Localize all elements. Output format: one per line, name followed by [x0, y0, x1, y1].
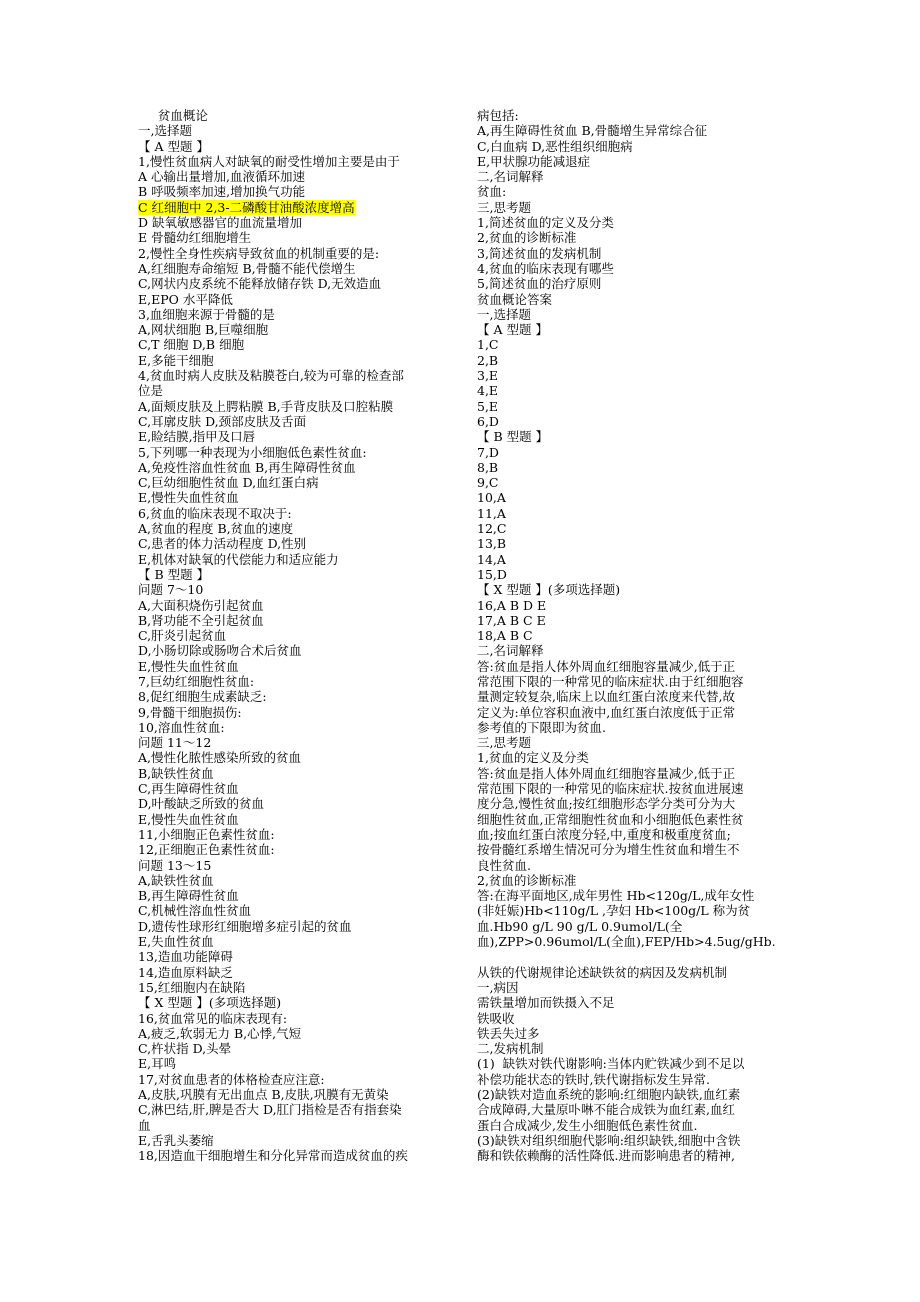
right-text-line: 4,贫血的临床表现有哪些 — [477, 260, 614, 276]
right-text-line: 6,D — [477, 413, 499, 429]
left-text-line: E,多能干细胞 — [138, 352, 214, 368]
left-text-line: 【 X 型题 】(多项选择题) — [138, 995, 282, 1011]
right-text-line: 5,简述贫血的治疗原则 — [477, 276, 602, 292]
right-text-line: 酶和铁依赖酶的活性降低.进而影响患者的精神, — [477, 1148, 735, 1164]
left-text-line: 一,选择题 — [138, 123, 192, 139]
right-text-line: 2,贫血的诊断标准 — [477, 872, 577, 888]
left-text-line: 11,小细胞正色素性贫血: — [138, 826, 275, 842]
left-text-line: A,慢性化脓性感染所致的贫血 — [138, 750, 302, 766]
right-text-line: 答:贫血是指人体外周血红细胞容量减少,低于正 — [477, 658, 736, 674]
left-text-line: E,慢性失血性贫血 — [138, 658, 239, 674]
left-text-line: C,机械性溶血性贫血 — [138, 903, 252, 919]
right-text-line: 15,D — [477, 566, 507, 582]
left-text-line: E 骨髓幼红细胞增生 — [138, 230, 252, 246]
left-text-line: C,耳廓皮肤 D,颈部皮肤及舌面 — [138, 413, 307, 429]
left-text-line: 16,贫血常见的临床表现有: — [138, 1010, 288, 1026]
right-text-line: 常范围下限的一种常见的临床症状.由于红细胞容 — [477, 673, 744, 689]
right-text-line: 8,B — [477, 459, 499, 475]
right-text-line: 10,A — [477, 490, 506, 506]
right-text-line: 13,B — [477, 536, 507, 552]
right-text-line: 答:在海平面地区,成年男性 Hb<120g/L,成年女性 — [477, 888, 755, 904]
left-text-line: C,T 细胞 D,B 细胞 — [138, 337, 245, 353]
left-text-line: C,再生障碍性贫血 — [138, 781, 239, 797]
left-text-line: A,红细胞寿命缩短 B,骨髓不能代偿增生 — [138, 260, 356, 276]
right-text-line: C,白血病 D,恶性组织细胞病 — [477, 138, 633, 154]
left-text-line: 10,溶血性贫血: — [138, 719, 225, 735]
left-text-line: 问题 13～15 — [138, 857, 212, 873]
right-text-line: 二,名词解释 — [477, 169, 544, 185]
left-text-line: 2,慢性全身性疾病导致贫血的机制重要的是: — [138, 245, 380, 261]
left-text-line: A,缺铁性贫血 — [138, 872, 214, 888]
left-text-line: 8,促红细胞生成素缺乏: — [138, 689, 267, 705]
left-text-line: C,肝炎引起贫血 — [138, 628, 227, 644]
left-text-line: D,叶酸缺乏所致的贫血 — [138, 796, 265, 812]
right-text-line: 参考值的下限即为贫血. — [477, 719, 606, 735]
right-text-line: 量测定较复杂,临床上以血红蛋白浓度来代替,故 — [477, 689, 735, 705]
left-text-line: 1,慢性贫血病人对缺氧的耐受性增加主要是由于 — [138, 153, 400, 169]
left-text-line: A,免疫性溶血性贫血 B,再生障碍性贫血 — [138, 459, 356, 475]
left-text-line: E,睑结膜,指甲及口唇 — [138, 429, 256, 445]
left-text-line: A,面颊皮肤及上腭粘膜 B,手背皮肤及口腔粘膜 — [138, 398, 394, 414]
right-text-line: 14,A — [477, 551, 506, 567]
left-text-line: 问题 11～12 — [138, 735, 212, 751]
left-text-line: A,大面积烧伤引起贫血 — [138, 597, 264, 613]
left-text-line: 4,贫血时病人皮肤及粘膜苍白,较为可靠的检查部 — [138, 368, 404, 384]
left-text-line: C,网状内皮系统不能释放储存铁 D,无效造血 — [138, 276, 382, 292]
right-text-line: 合成障碍,大量原卟啉不能合成铁为血红素,血红 — [477, 1102, 735, 1118]
right-text-line: 血),ZPP>0.96umol/L(全血),FEP/Hb>4.5ug/gHb. — [477, 934, 776, 950]
right-text-line: 12,C — [477, 521, 507, 537]
right-text-line: 1,C — [477, 337, 499, 353]
right-text-line: 铁丢失过多 — [477, 1025, 540, 1041]
right-text-line: 补偿功能状态的铁时,铁代谢指标发生异常. — [477, 1071, 710, 1087]
right-text-line: 9,C — [477, 475, 499, 491]
right-text-line: 1,贫血的定义及分类 — [477, 750, 589, 766]
left-text-line: A,网状细胞 B,巨噬细胞 — [138, 322, 269, 338]
left-text-line: A,疲乏,软弱无力 B,心悸,气短 — [138, 1025, 302, 1041]
right-text-line: 贫血: — [477, 184, 507, 200]
right-text-line: 三,思考题 — [477, 735, 531, 751]
right-text-line: 2,B — [477, 352, 499, 368]
left-text-line: 贫血概论 — [138, 108, 208, 123]
right-column — [477, 108, 782, 1163]
right-text-line: 【 B 型题 】 — [477, 429, 549, 445]
right-text-line: 贫血概论答案 — [477, 291, 553, 307]
right-text-line: 良性贫血. — [477, 857, 531, 873]
right-text-line: 三,思考题 — [477, 199, 531, 215]
left-text-line: A 心输出量增加,血液循环加速 — [138, 169, 305, 185]
left-text-line: B 呼吸频率加速,增加换气功能 — [138, 184, 306, 200]
left-text-line: 13,造血功能障碍 — [138, 949, 233, 965]
left-text-line: E,舌乳头萎缩 — [138, 1132, 214, 1148]
left-text-line: E,耳鸣 — [138, 1056, 177, 1072]
right-text-line: 16,A B D E — [477, 597, 547, 613]
left-text-line: 问题 7～10 — [138, 582, 204, 598]
right-text-line: 2,贫血的诊断标准 — [477, 230, 577, 246]
right-text-line: 18,A B C — [477, 628, 533, 644]
right-text-line: 蛋白合成减少,发生小细胞低色素性贫血. — [477, 1117, 698, 1133]
right-text-line: 血;按血红蛋白浓度分轻,中,重度和极重度贫血; — [477, 826, 731, 842]
right-text-line: 一,选择题 — [477, 306, 531, 322]
right-text-line: 需铁量增加而铁摄入不足 — [477, 995, 615, 1011]
left-text-line: D,小肠切除或肠吻合术后贫血 — [138, 643, 302, 659]
left-text-line: 3,血细胞来源于骨髓的是 — [138, 306, 275, 322]
left-text-line: D,遗传性球形红细胞增多症引起的贫血 — [138, 918, 352, 934]
left-text-line: 【 A 型题 】 — [138, 138, 209, 154]
right-text-line — [477, 949, 782, 964]
left-text-line: 血 — [138, 1117, 151, 1133]
right-text-line: 度分急,慢性贫血;按红细胞形态学分类可分为大 — [477, 796, 736, 812]
right-text-line: 7,D — [477, 444, 499, 460]
right-text-line: 按骨髓红系增生情况可分为增生性贫血和增生不 — [477, 842, 740, 858]
right-text-line: (3)缺铁对组织细胞代影响:组织缺铁,细胞中含铁 — [477, 1132, 741, 1148]
left-text-line: 14,造血原料缺乏 — [138, 964, 233, 980]
right-text-line: 【 A 型题 】 — [477, 322, 548, 338]
right-text-line: 1,简述贫血的定义及分类 — [477, 215, 614, 231]
left-text-line: C,患者的体力活动程度 D,性别 — [138, 536, 307, 552]
left-text-line: D 缺氧敏感器官的血流量增加 — [138, 215, 302, 231]
right-text-line: 【 X 型题 】(多项选择题) — [477, 582, 621, 598]
right-text-line: 3,E — [477, 368, 499, 384]
right-text-line: 答:贫血是指人体外周血红细胞容量减少,低于正 — [477, 765, 736, 781]
left-text-line: B,再生障碍性贫血 — [138, 888, 239, 904]
right-text-line: 从铁的代谢规律论述缺铁贫的病因及发病机制 — [477, 964, 728, 980]
right-text-line: 病包括: — [477, 108, 519, 123]
right-text-line: 细胞性贫血,正常细胞性贫血和小细胞低色素性贫 — [477, 811, 744, 827]
right-text-line: (非妊娠)Hb<110g/L ,孕妇 Hb<100g/L 称为贫 — [477, 903, 751, 919]
right-text-line: (2)缺铁对造血系统的影响:红细胞内缺铁,血红素 — [477, 1087, 741, 1102]
right-text-line: 3,简述贫血的发病机制 — [477, 245, 602, 261]
left-text-line: 7,巨幼红细胞性贫血: — [138, 673, 255, 689]
right-text-line: 17,A B C E — [477, 612, 546, 628]
left-text-line: 17,对贫血患者的体格检查应注意: — [138, 1071, 325, 1087]
left-text-line: 18,因造血干细胞增生和分化异常而造成贫血的疾 — [138, 1148, 408, 1164]
left-text-line: C,巨幼细胞性贫血 D,血红蛋白病 — [138, 475, 319, 491]
left-text-line: C,杵状指 D,头晕 — [138, 1041, 232, 1057]
right-text-line: (1) 缺铁对铁代谢影响:当体内贮铁减少到不足以 — [477, 1056, 745, 1072]
left-text-line: E,EPO 水平降低 — [138, 291, 233, 307]
right-text-line: 二,发病机制 — [477, 1041, 544, 1057]
left-text-line: 6,贫血的临床表现不取决于: — [138, 505, 292, 521]
left-text-line: 位是 — [138, 383, 164, 399]
right-text-line: 二,名词解释 — [477, 643, 544, 659]
right-text-line: 铁吸收 — [477, 1010, 515, 1026]
left-text-line: E,机体对缺氧的代偿能力和适应能力 — [138, 551, 339, 567]
left-text-line: E,慢性失血性贫血 — [138, 490, 239, 506]
left-text-line: 12,正细胞正色素性贫血: — [138, 842, 275, 858]
right-text-line: A,再生障碍性贫血 B,骨髓增生异常综合征 — [477, 123, 708, 139]
right-text-line: 常范围下限的一种常见的临床症状.按贫血进展速 — [477, 781, 744, 797]
right-text-line: 一,病因 — [477, 979, 519, 995]
left-text-line: 9,骨髓干细胞损伤: — [138, 704, 242, 720]
left-text-line: B,缺铁性贫血 — [138, 765, 214, 781]
right-text-line: 定义为:单位容积血液中,血红蛋白浓度低于正常 — [477, 704, 736, 720]
left-text-line: B,肾功能不全引起贫血 — [138, 612, 264, 628]
right-text-line: 血.Hb90 g/L 90 g/L 0.9umol/L(全 — [477, 918, 683, 934]
left-text-line: 5,下列哪一种表现为小细胞低色素性贫血: — [138, 444, 367, 460]
left-text-line: E,慢性失血性贫血 — [138, 811, 239, 827]
left-text-line: 【 B 型题 】 — [138, 566, 210, 582]
left-text-line: A,皮肤,巩膜有无出血点 B,皮肤,巩膜有无黄染 — [138, 1087, 389, 1102]
right-text-line: 11,A — [477, 505, 506, 521]
right-text-line: 5,E — [477, 398, 499, 414]
right-text-line: 4,E — [477, 383, 499, 399]
highlighted-answer-line: C 红细胞中 2,3-二磷酸甘油酸浓度增高 — [138, 199, 355, 215]
right-text-line: E,甲状腺功能减退症 — [477, 153, 591, 169]
left-text-line: A,贫血的程度 B,贫血的速度 — [138, 521, 294, 537]
left-column — [138, 108, 448, 1163]
left-text-line: 15,红细胞内在缺陷 — [138, 979, 246, 995]
left-text-line: E,失血性贫血 — [138, 934, 214, 950]
left-text-line: C,淋巴结,肝,脾是否大 D,肛门指检是否有指套染 — [138, 1102, 402, 1118]
